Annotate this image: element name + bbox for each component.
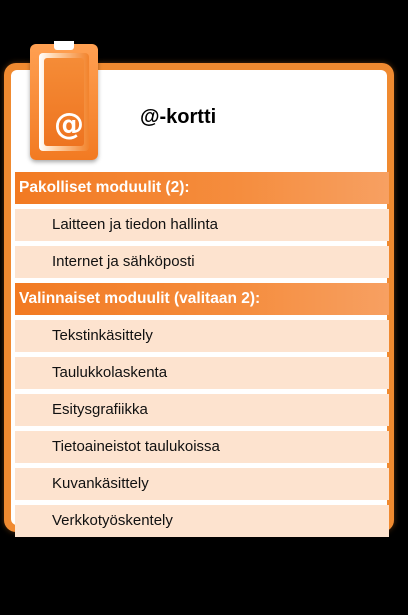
list-item: Tekstinkäsittely — [15, 320, 389, 352]
list-item: Internet ja sähköposti — [15, 246, 389, 278]
list-item: Kuvankäsittely — [15, 468, 389, 500]
card-logo-fill — [44, 58, 84, 146]
list-item: Taulukkolaskenta — [15, 357, 389, 389]
card-tab — [54, 41, 74, 50]
section-heading-mandatory: Pakolliset moduulit (2): — [15, 172, 389, 204]
list-item: Laitteen ja tiedon hallinta — [15, 209, 389, 241]
card-title: @-kortti — [140, 106, 217, 128]
list-item: Tietoaineistot taulukoissa — [15, 431, 389, 463]
list-item: Verkkotyöskentely — [15, 505, 389, 537]
list-item: Esitysgrafiikka — [15, 394, 389, 426]
section-heading-optional: Valinnaiset moduulit (valitaan 2): — [15, 283, 389, 315]
at-sign-card-icon — [30, 44, 98, 160]
at-symbol: @ — [54, 107, 84, 142]
module-list — [15, 172, 389, 542]
card-logo-panel — [39, 53, 89, 151]
